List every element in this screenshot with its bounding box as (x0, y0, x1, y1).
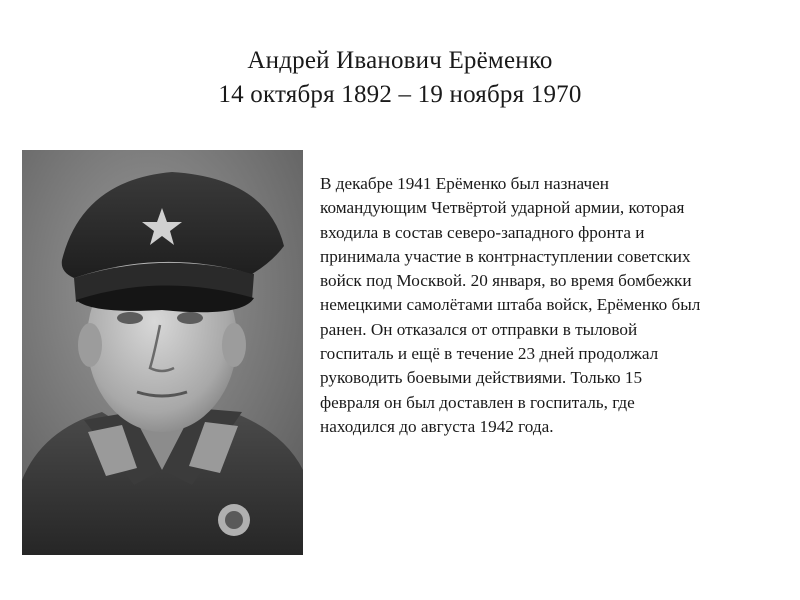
paragraph-line: февраля он был доставлен в госпиталь, где (320, 392, 635, 412)
paragraph-line: В декабре 1941 Ерёменко был назначен (320, 174, 609, 193)
eye-left (117, 312, 143, 324)
biography-paragraph (320, 172, 780, 439)
paragraph-line: руководить боевыми действиями. Только 15 (320, 368, 643, 388)
paragraph-line: находился до августа 1942 года. (320, 416, 554, 436)
portrait-photo (22, 150, 303, 555)
ear-left (78, 323, 102, 367)
paragraph-line: командующим Четвёртой ударной армии, которая (320, 198, 685, 218)
portrait-illustration (22, 150, 303, 555)
paragraph-line: госпиталь и ещё в течение 23 дней продолжал (320, 344, 659, 364)
ear-right (222, 323, 246, 367)
paragraph-line: принимала участие в контрнаступлении советских (320, 246, 691, 266)
paragraph-line: входила в состав северо-западного фронта и (320, 222, 645, 242)
person-name: Андрей Иванович Ерёменко (247, 47, 553, 74)
page-title (0, 44, 800, 112)
life-dates: 14 октября 1892 – 19 ноября 1970 (218, 81, 582, 108)
paragraph-line: войск под Москвой. 20 января, во время бомбежки (320, 271, 692, 291)
paragraph-line: немецкими самолётами штаба войск, Ерёменко был (320, 295, 701, 315)
eye-right (177, 312, 203, 324)
paragraph-line: ранен. Он отказался от отправки в тыловой (320, 319, 638, 339)
